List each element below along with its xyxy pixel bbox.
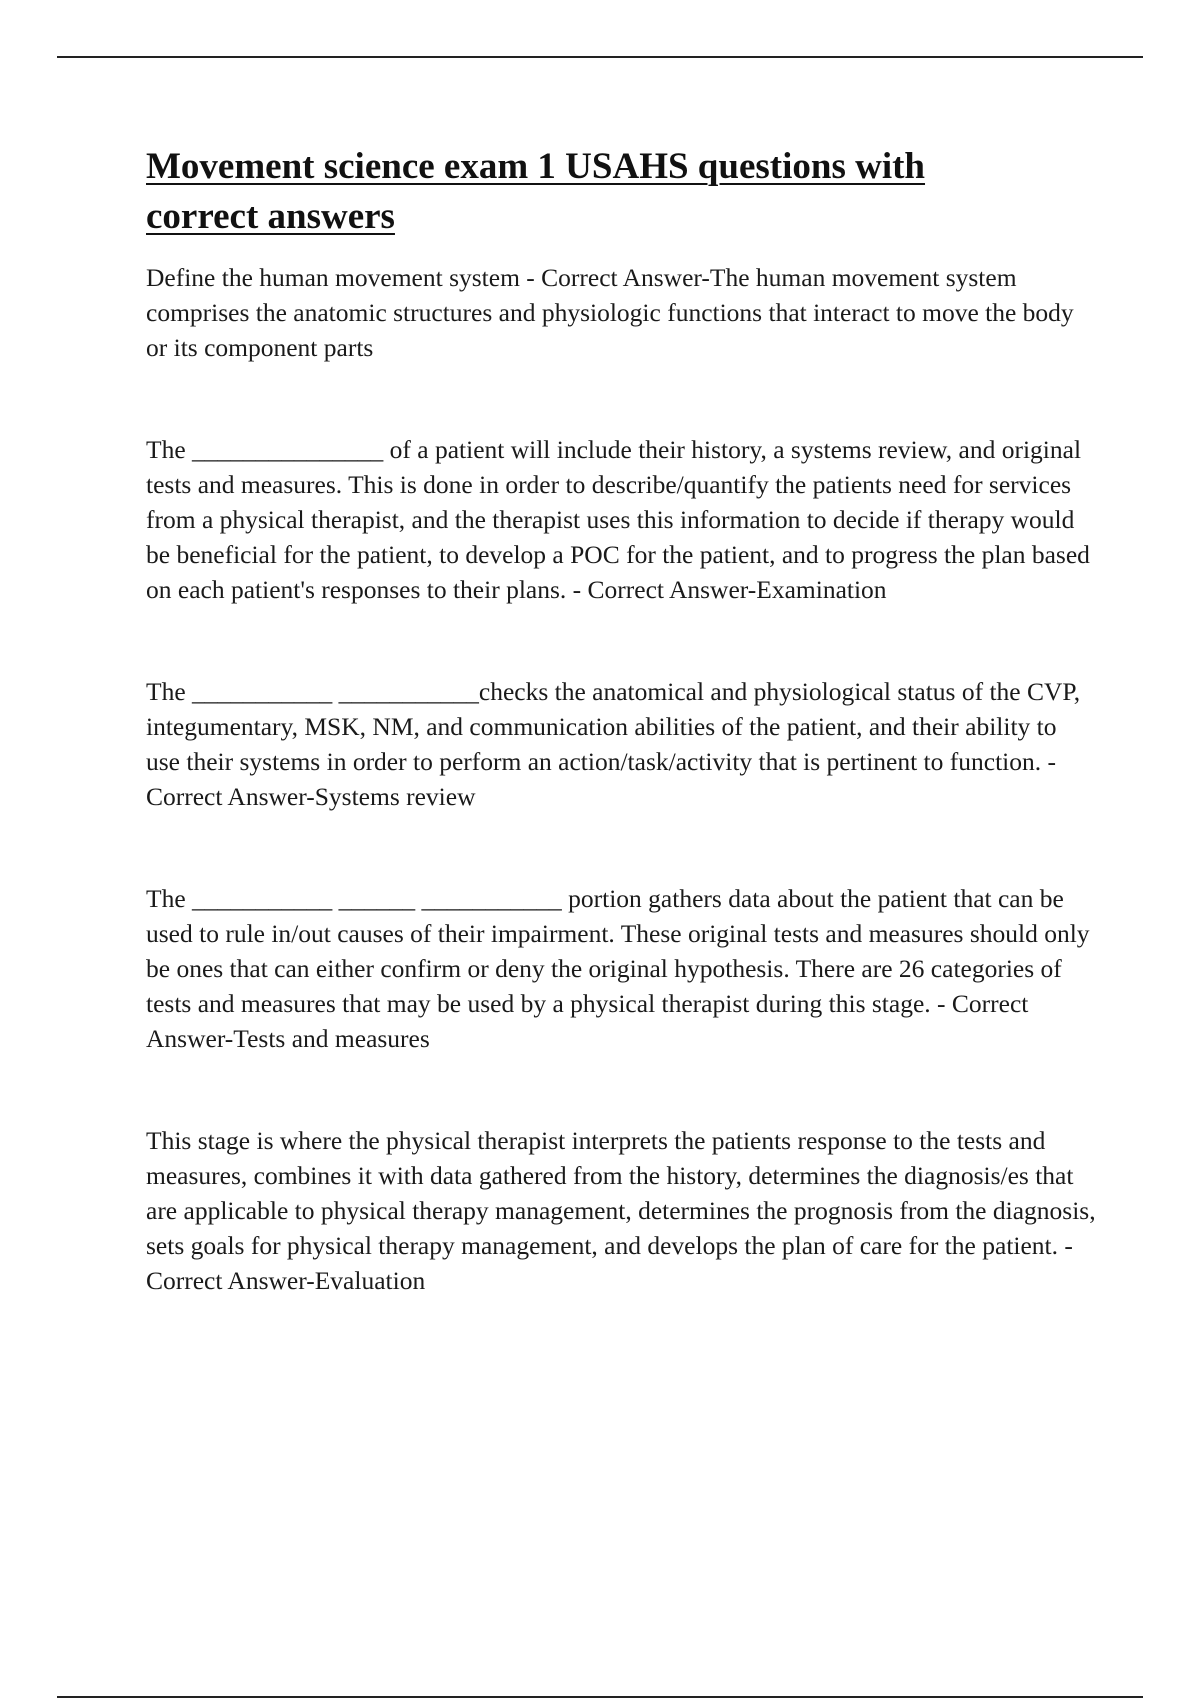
- question-text: The ___________ ______ ___________ portion gathers data about the patient that can be used to rule in/out causes of their impairment. These original tests and measures should only be ones that can either confirm or deny the original hypothesis. There are 26 categories of tests and measures that may be used by a physical therapist during this stage.: [146, 884, 1090, 1018]
- document-title: Movement science exam 1 USAHS questions with correct answers: [146, 146, 926, 237]
- answer-separator: - Correct Answer-: [566, 575, 757, 604]
- answer-text: Evaluation: [314, 1266, 426, 1295]
- header-rule: [57, 56, 1143, 58]
- qa-item-2: [146, 432, 1096, 607]
- question-text: The ___________ ___________checks the anatomical and physiological status of the CVP, integumentary, MSK, NM, and communication abilities of the patient, and their ability to use their systems in order to perform an action/task/activity that is pertinent to function.: [146, 677, 1081, 776]
- answer-text: Tests and measures: [233, 1024, 430, 1053]
- question-text: This stage is where the physical therapist interprets the patients response to the tests and measures, combines it with data gathered from the history, determines the diagnosis/es that are applicable to physical therapy management, determines the prognosis from the diagnosis, sets goals for physical therapy management, and develops the plan of care for the patient.: [146, 1126, 1096, 1260]
- answer-separator: - Correct Answer-: [146, 989, 1029, 1053]
- answer-text: Systems review: [314, 782, 476, 811]
- answer-text: Examination: [756, 575, 887, 604]
- answer-separator: - Correct Answer-: [146, 1231, 1073, 1295]
- footer-rule: [57, 1696, 1143, 1698]
- answer-text: The human movement system comprises the anatomic structures and physiologic functions that interact to move the body or its component parts: [146, 263, 1074, 362]
- qa-item-4: [146, 881, 1096, 1056]
- document-body: [146, 142, 1096, 1365]
- answer-separator: - Correct Answer-: [519, 263, 710, 292]
- qa-item-5: [146, 1123, 1096, 1298]
- question-text: The _______________ of a patient will include their history, a systems review, and original tests and measures. This is done in order to describe/quantify the patients need for services from a physical therapist, and the therapist uses this information to decide if therapy would be beneficial for the patient, to develop a POC for the patient, and to progress the plan based on each patient's responses to their plans.: [146, 435, 1090, 604]
- question-text: Define the human movement system: [146, 263, 520, 292]
- answer-separator: - Correct Answer-: [146, 747, 1056, 811]
- qa-item-1: [146, 260, 1096, 365]
- qa-item-3: [146, 674, 1096, 814]
